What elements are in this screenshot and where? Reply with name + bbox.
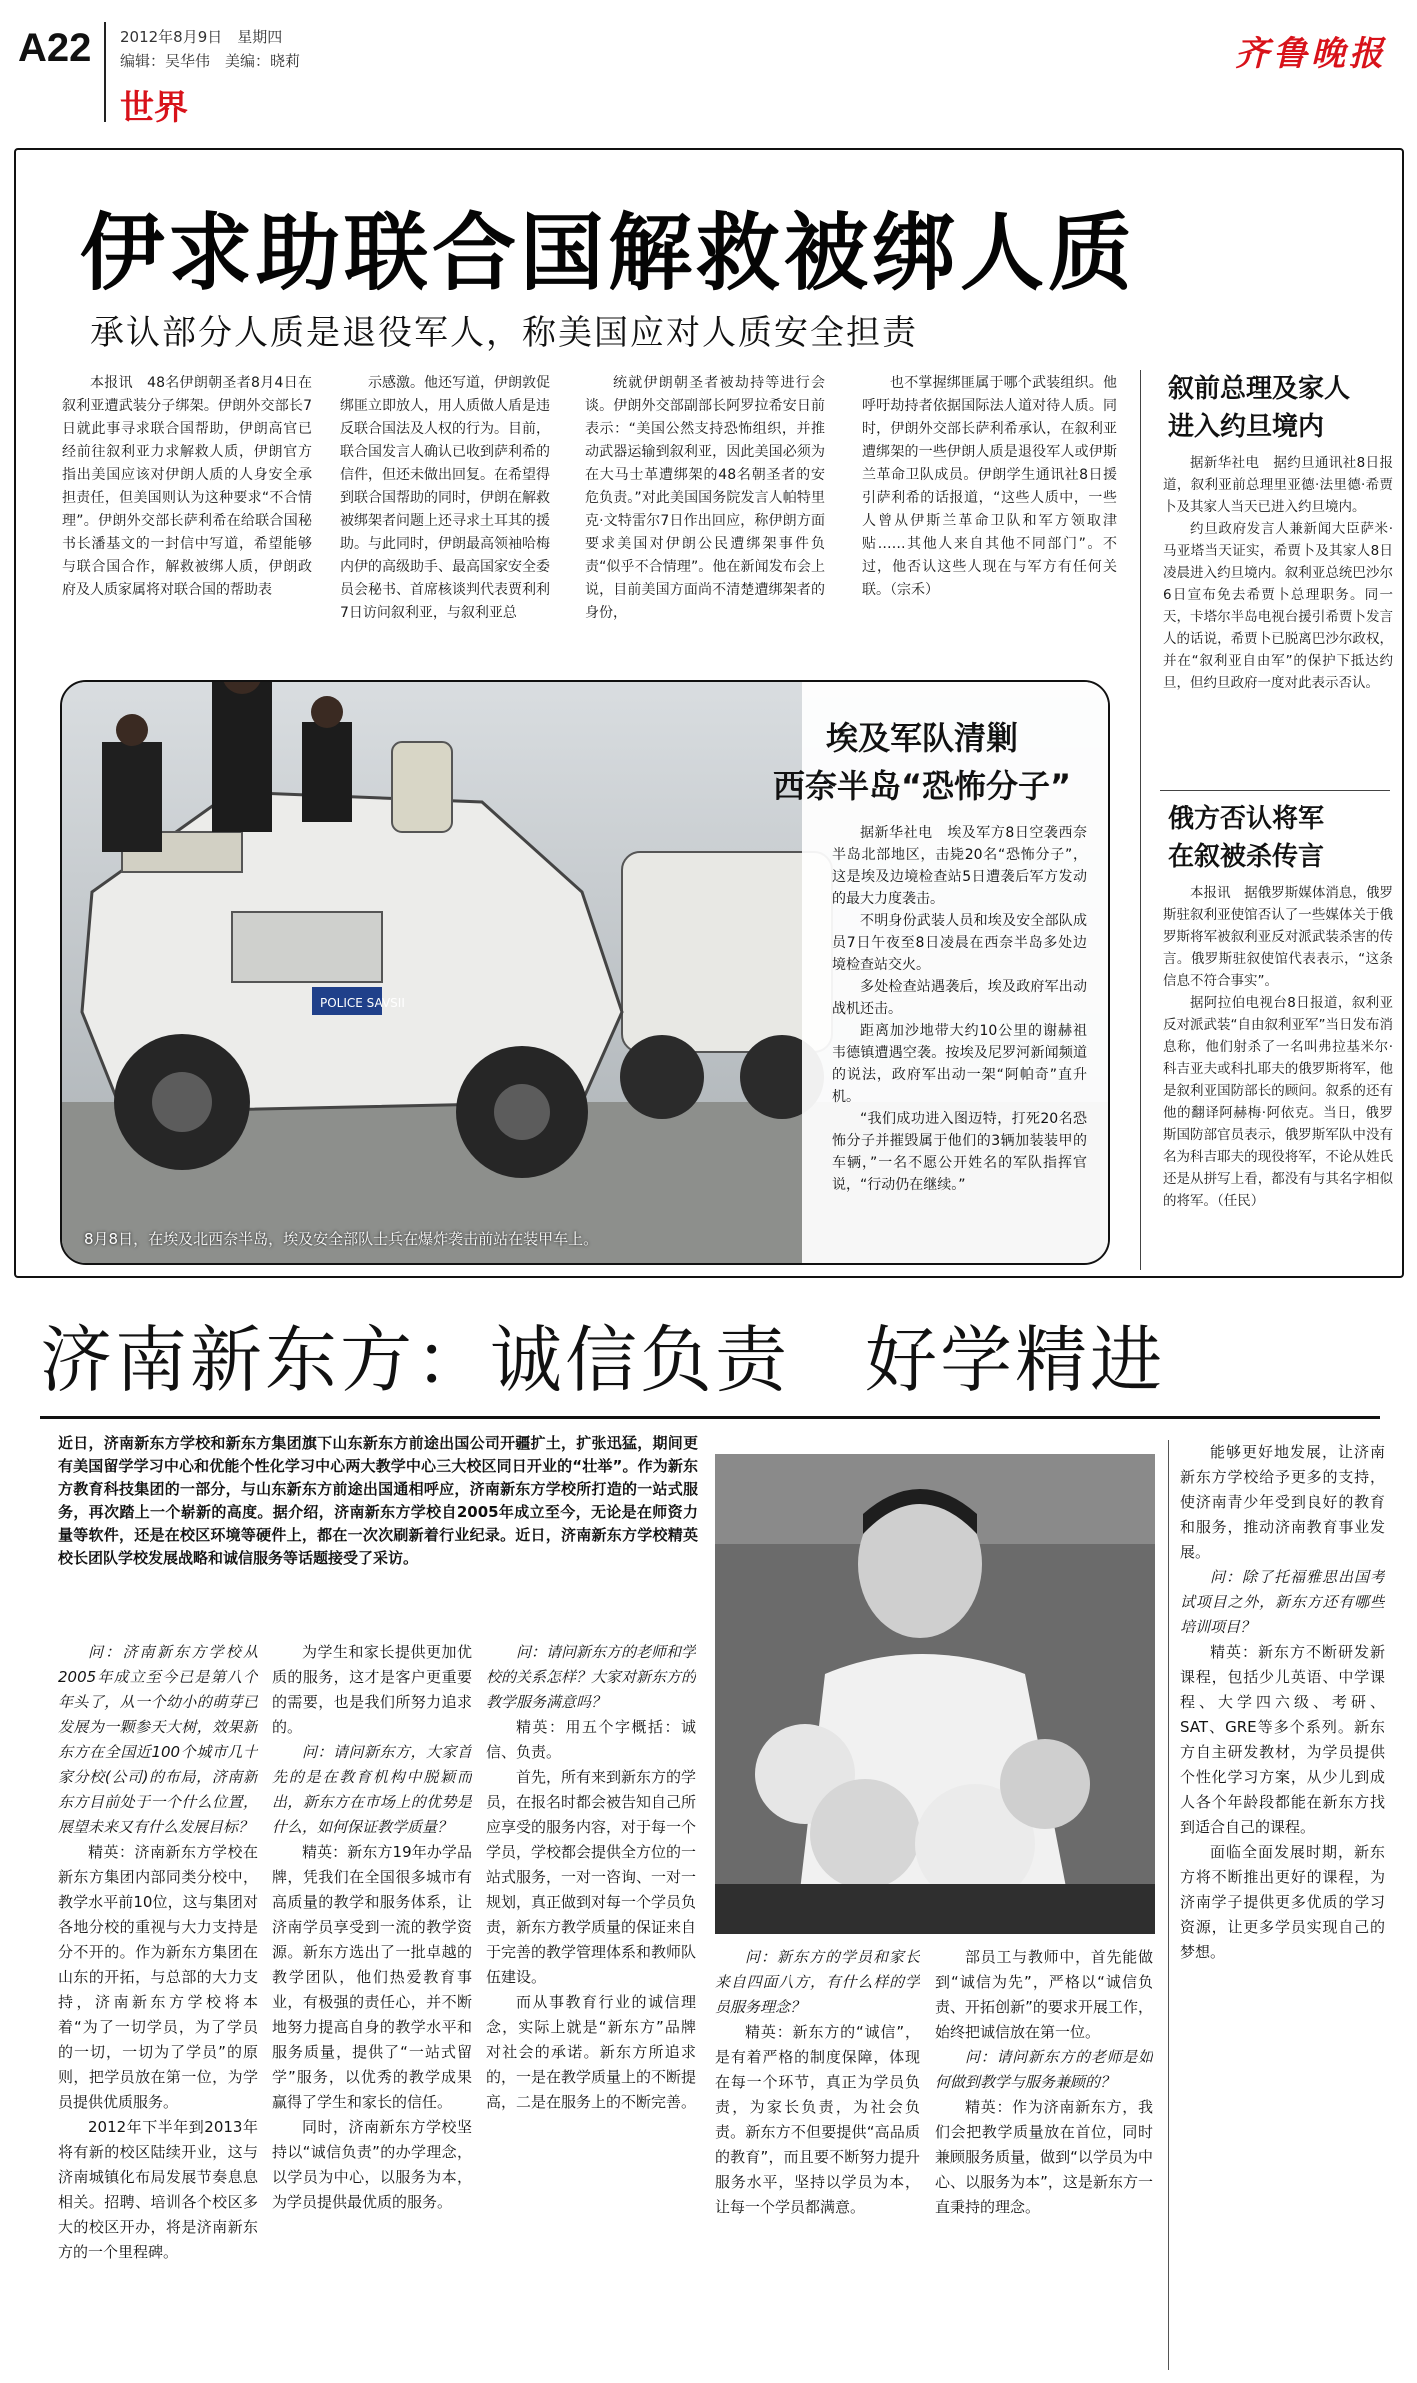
story2-lead: 近日，济南新东方学校和新东方集团旗下山东新东方前途出国公司开疆扩土，扩张迅猛，期间更有美国留学学习中心和优能个性化学习中心两大教学中心三大校区同日开业的“壮举”。作为新东方教育科技集团的一部分，与山东新东方前途出国通相呼应，济南新东方学校所打造的一站式服务，再次踏上一个崭新的高度。据介绍，济南新东方学校自2005年成立至今，无论是在师资力量等软件，还是在校区环境等硬件上，都在一次次刷新着行业纪录。近日，济南新东方学校精英校长团队学校发展战略和诚信服务等话题接受了采访。 <box>58 1434 698 1567</box>
interview-answer: 能够更好地发展，让济南新东方学校给予更多的支持，使济南青少年受到良好的教育和服务，推动济南教育事业发展。 <box>1180 1443 1385 1561</box>
interview-answer: 精英：作为济南新东方，我们会把教学质量放在首位，同时兼顾服务质量，做到“以学员为中心、以服务为本”，这是新东方一直秉持的理念。 <box>935 2098 1153 2216</box>
egypt-paragraph: 不明身份武装人员和埃及安全部队成员7日午夜至8日凌晨在西奈半岛多处边境检查站交火。 <box>832 913 1087 973</box>
side-story2-body <box>1163 882 1393 1267</box>
interview-answer: 同时，济南新东方学校坚持以“诚信负责”的办学理念，以学员为中心，以服务为本，为学员提供最优质的服务。 <box>272 2118 472 2211</box>
egypt-paragraph: 据新华社电 埃及军方8日空袭西奈半岛北部地区，击毙20名“恐怖分子”，这是埃及边境检查站5日遭袭后军方发动的最大力度袭击。 <box>832 825 1087 907</box>
side-story2-headline <box>1168 800 1398 876</box>
interview-answer: 精英：新东方不断研发新课程，包括少儿英语、中学课程、大学四六级、考研、SAT、GRE等多个系列。新东方自主研发教材，为学员提供个性化学习方案，从少儿到成人各个年龄段都能在新东方找到适合自己的课程。 <box>1180 1643 1385 1836</box>
story1-column-2 <box>340 372 550 672</box>
egypt-body <box>832 822 1087 1242</box>
interview-question: 问：新东方的学员和家长来自四面八方，有什么样的学员服务理念？ <box>715 1948 920 2016</box>
side-paragraph: 据新华社电 据约旦通讯社8日报道，叙利亚前总理里亚德·法里德·希贾卜及其家人当天已进入约旦境内。 <box>1163 455 1393 515</box>
vehicle-plate: POLICE SAVSII <box>320 996 405 1010</box>
story2-headline: 济南新东方：诚信负责 好学精进 <box>40 1318 1166 1402</box>
newspaper-logo: 齐鲁晚报 <box>1235 34 1387 74</box>
story2-column-3 <box>486 1640 696 2370</box>
interview-answer: 面临全面发展时期，新东方将不断推出更好的课程，为济南学子提供更多优质的学习资源，让更多学员实现自己的梦想。 <box>1180 1843 1385 1961</box>
story1-headline: 伊求助联合国解救被绑人质 <box>80 204 1137 302</box>
egypt-paragraph: 距离加沙地带大约10公里的谢赫祖韦德镇遭遇空袭。按埃及尼罗河新闻频道的说法，政府军出动一架“阿帕奇”直升机。 <box>832 1023 1087 1105</box>
story1-paragraph: 统就伊朗朝圣者被劫持等进行会谈。伊朗外交部副部长阿罗拉希安日前表示：“美国公然支持恐怖组织，并推动武器运输到叙利亚，因此美国必须为在大马士革遭绑架的48名朝圣者的安危负责。”对此美国国务院发言人帕特里克·文特雷尔7日作出回应，称伊朗方面要求美国对伊朗公民遭绑架事件负责“似乎不合情理”。他在新闻发布会上说，目前美国方面尚不清楚遭绑架者的身份， <box>585 375 825 621</box>
story2-side-divider <box>1168 1440 1169 2370</box>
story2-column-6 <box>1180 1440 1385 2370</box>
interview-answer: 为学生和家长提供更加优质的服务，这才是客户更重要的需要，也是我们所努力追求的。 <box>272 1643 472 1736</box>
egypt-paragraph: 多处检查站遇袭后，埃及政府军出动战机还击。 <box>832 979 1087 1017</box>
side-headline-line: 俄方否认将军 <box>1168 804 1325 834</box>
interview-answer: 2012年下半年到2013年将有新的校区陆续开业，这与济南城镇化布局发展节奏息息相关。招聘、培训各个校区多大的校区开办，将是济南新东方的一个里程碑。 <box>58 2118 258 2261</box>
egypt-headline-line: 埃及军队清剿 <box>825 719 1018 757</box>
interview-answer: 部员工与教师中，首先能做到“诚信为先”，严格以“诚信负责、开拓创新”的要求开展工作，始终把诚信放在第一位。 <box>935 1948 1153 2041</box>
interview-question: 问：请问新东方，大家首先的是在教育机构中脱颖而出，新东方在市场上的优势是什么，如何保证教学质量？ <box>272 1743 472 1836</box>
interview-question: 问：请问新东方的老师是如何做到教学与服务兼顾的？ <box>935 2048 1153 2091</box>
interview-answer: 而从事教育行业的诚信理念，实际上就是“新东方”品牌对社会的承诺。新东方所追求的，一是在教学质量上的不断提高，二是在服务上的不断完善。 <box>486 1993 696 2111</box>
side-paragraph: 约旦政府发言人兼新闻大臣萨米·马亚塔当天证实，希贾卜及其家人8日凌晨进入约旦境内。叙利亚总统巴沙尔6日宣布免去希贾卜总理职务。同一天，卡塔尔半岛电视台援引希贾卜发言人的话说，希贾卜已脱离巴沙尔政权，并在“叙利亚自由军”的保护下抵达约旦，但约旦政府一度对此表示否认。 <box>1163 521 1393 691</box>
issue-date: 2012年8月9日 星期四 <box>120 28 283 46</box>
masthead <box>0 0 1417 132</box>
masthead-divider <box>104 22 106 122</box>
interview-answer: 首先，所有来到新东方的学员，在报名时都会被告知自己所应享受的服务内容，对于每一个学员，学校都会提供全方位的一站式服务，一对一咨询、一对一规划，真正做到对每一个学员负责，新东方教学质量的保证来自于完善的教学管理体系和教师队伍建设。 <box>486 1768 696 1986</box>
section-title: 世界 <box>120 88 188 128</box>
side-story1-headline <box>1168 370 1398 446</box>
story2-column-2 <box>272 1640 472 2370</box>
story1-paragraph: 示感激。他还写道，伊朗敦促绑匪立即放人，用人质做人盾是违反联合国法及人权的行为。目前，联合国发言人确认已收到萨利希的信件，但还未做出回复。在希望得到联合国帮助的同时，伊朗在解救被绑架者问题上还寻求土耳其的援助。与此同时，伊朗最高领袖哈梅内伊的高级助手、最高国家安全委员会秘书、首席核谈判代表贾利利7日访问叙利亚，与叙利亚总 <box>340 375 550 621</box>
interview-question: 问：请问新东方的老师和学校的关系怎样？大家对新东方的教学服务满意吗？ <box>486 1643 696 1711</box>
interview-answer: 精英：济南新东方学校在新东方集团内部同类分校中，教学水平前10位，这与集团对各地分校的重视与大力支持是分不开的。作为新东方集团在山东的开拓，与总部的大力支持，济南新东方学校将本着“为了一切学员，为了学员的一切，一切为了学员”的原则，把学员放在第一位，为学员提供优质服务。 <box>58 1843 258 2111</box>
story2-column-4 <box>715 1945 920 2370</box>
interview-answer: 精英：新东方19年办学品牌，凭我们在全国很多城市有高质量的教学和服务体系，让济南学员享受到一流的教学资源。新东方选出了一批卓越的教学团队，他们热爱教育事业，有极强的责任心，并不断地努力提高自身的教学水平和服务质量，提供了“一站式留学”服务，以优秀的教学成果赢得了学生和家长的信任。 <box>272 1843 472 2111</box>
story2-column-5 <box>935 1945 1153 2370</box>
side-paragraph: 据阿拉伯电视台8日报道，叙利亚反对派武装“自由叙利亚军”当日发布消息称，他们射杀了一名叫弗拉基米尔·科吉亚夫或科扎耶夫的俄罗斯将军，他是叙利亚国防部长的顾问。叙系的还有他的翻译阿赫梅·阿依克。当日，俄罗斯国防部官员表示，俄罗斯军队中没有名为科吉耶夫的现役将军，不论从姓氏还是从拼写上看，都没有与其名字相似的将军。（任民） <box>1163 995 1393 1209</box>
interview-question: 问：济南新东方学校从2005年成立至今已是第八个年头了，从一个幼小的萌芽已发展为一颗参天大树，效果新东方在全国近100个城市几十家分校(公司)的布局，济南新东方目前处于一个什么位置，展望未来又有什么发展目标？ <box>58 1643 258 1836</box>
story1-paragraph: 本报讯 48名伊朗朝圣者8月4日在叙利亚遭武装分子绑架。伊朗外交部长7日就此事寻求联合国帮助，伊朗高官已经前往叙利亚力求解救人质，伊朗官方指出美国应该对伊朗人质的人身安全承担责任，但美国则认为这种要求“不合情理”。伊朗外交部长萨利希在给联合国秘书长潘基文的一封信中写道，希望能够与联合国合作，解救被绑人质，伊朗政府及人质家属将对联合国的帮助表 <box>62 375 312 598</box>
egypt-headline <box>762 714 1082 810</box>
side-story1-body <box>1163 452 1393 782</box>
side-story-divider <box>1160 790 1390 791</box>
side-headline-line: 叙前总理及家人 <box>1168 374 1351 404</box>
armored-vehicle-photo <box>60 680 1110 1265</box>
side-column-divider <box>1140 370 1141 1270</box>
interview-answer: 精英：用五个字概括：诚信、负责。 <box>486 1718 696 1761</box>
side-paragraph: 本报讯 据俄罗斯媒体消息，俄罗斯驻叙利亚使馆否认了一些媒体关于俄罗斯将军被叙利亚反对派武装杀害的传言。俄罗斯驻叙使馆代表表示，“这条信息不符合事实”。 <box>1163 885 1393 989</box>
egypt-paragraph: “我们成功进入图迈特，打死20名恐怖分子并摧毁属于他们的3辆加装装甲的车辆，”一名不愿公开姓名的军队指挥官说，“行动仍在继续。” <box>832 1111 1087 1193</box>
egypt-headline-line: 西奈半岛“恐怖分子” <box>772 767 1072 805</box>
side-headline-line: 进入约旦境内 <box>1168 412 1325 442</box>
side-headline-line: 在叙被杀传言 <box>1168 842 1325 872</box>
story2-rule <box>40 1416 1380 1419</box>
story1-column-3 <box>585 372 825 672</box>
interview-answer: 精英：新东方的“诚信”，是有着严格的制度保障，体现在每一个环节，真正为学员负责，为家长负责，为社会负责。新东方不但要提供“高品质的教育”，而且要不断努力提升服务水平，坚持以学员为本，让每一个学员都满意。 <box>715 2023 920 2216</box>
page-number: A22 <box>18 26 92 70</box>
photo-caption: 8月8日，在埃及北西奈半岛，埃及安全部队士兵在爆炸袭击前站在装甲车上。 <box>84 1230 599 1248</box>
story1-column-4 <box>862 372 1117 672</box>
interview-question: 问：除了托福雅思出国考试项目之外，新东方还有哪些培训项目？ <box>1180 1568 1385 1636</box>
editors-credit: 编辑：吴华伟 美编：晓莉 <box>120 52 301 70</box>
speaker-photo <box>715 1454 1155 1934</box>
story2-column-1 <box>58 1640 258 2370</box>
story1-subhead: 承认部分人质是退役军人，称美国应对人质安全担责 <box>90 313 918 353</box>
story1-paragraph: 也不掌握绑匪属于哪个武装组织。他呼吁劫持者依据国际法人道对待人质。同时，伊朗外交部长萨利希承认，在叙利亚遭绑架的一些伊朗人质是退役军人或伊斯兰革命卫队成员。伊朗学生通讯社8日援引萨利希的话报道，“这些人质中，一些人曾从伊斯兰革命卫队和军方领取津贴……其他人来自其他不同部门”。不过，他否认这些人现在与军方有任何关联。（宗禾） <box>862 375 1117 598</box>
story1-column-1 <box>62 372 312 672</box>
speaker-illustration <box>715 1454 1155 1934</box>
